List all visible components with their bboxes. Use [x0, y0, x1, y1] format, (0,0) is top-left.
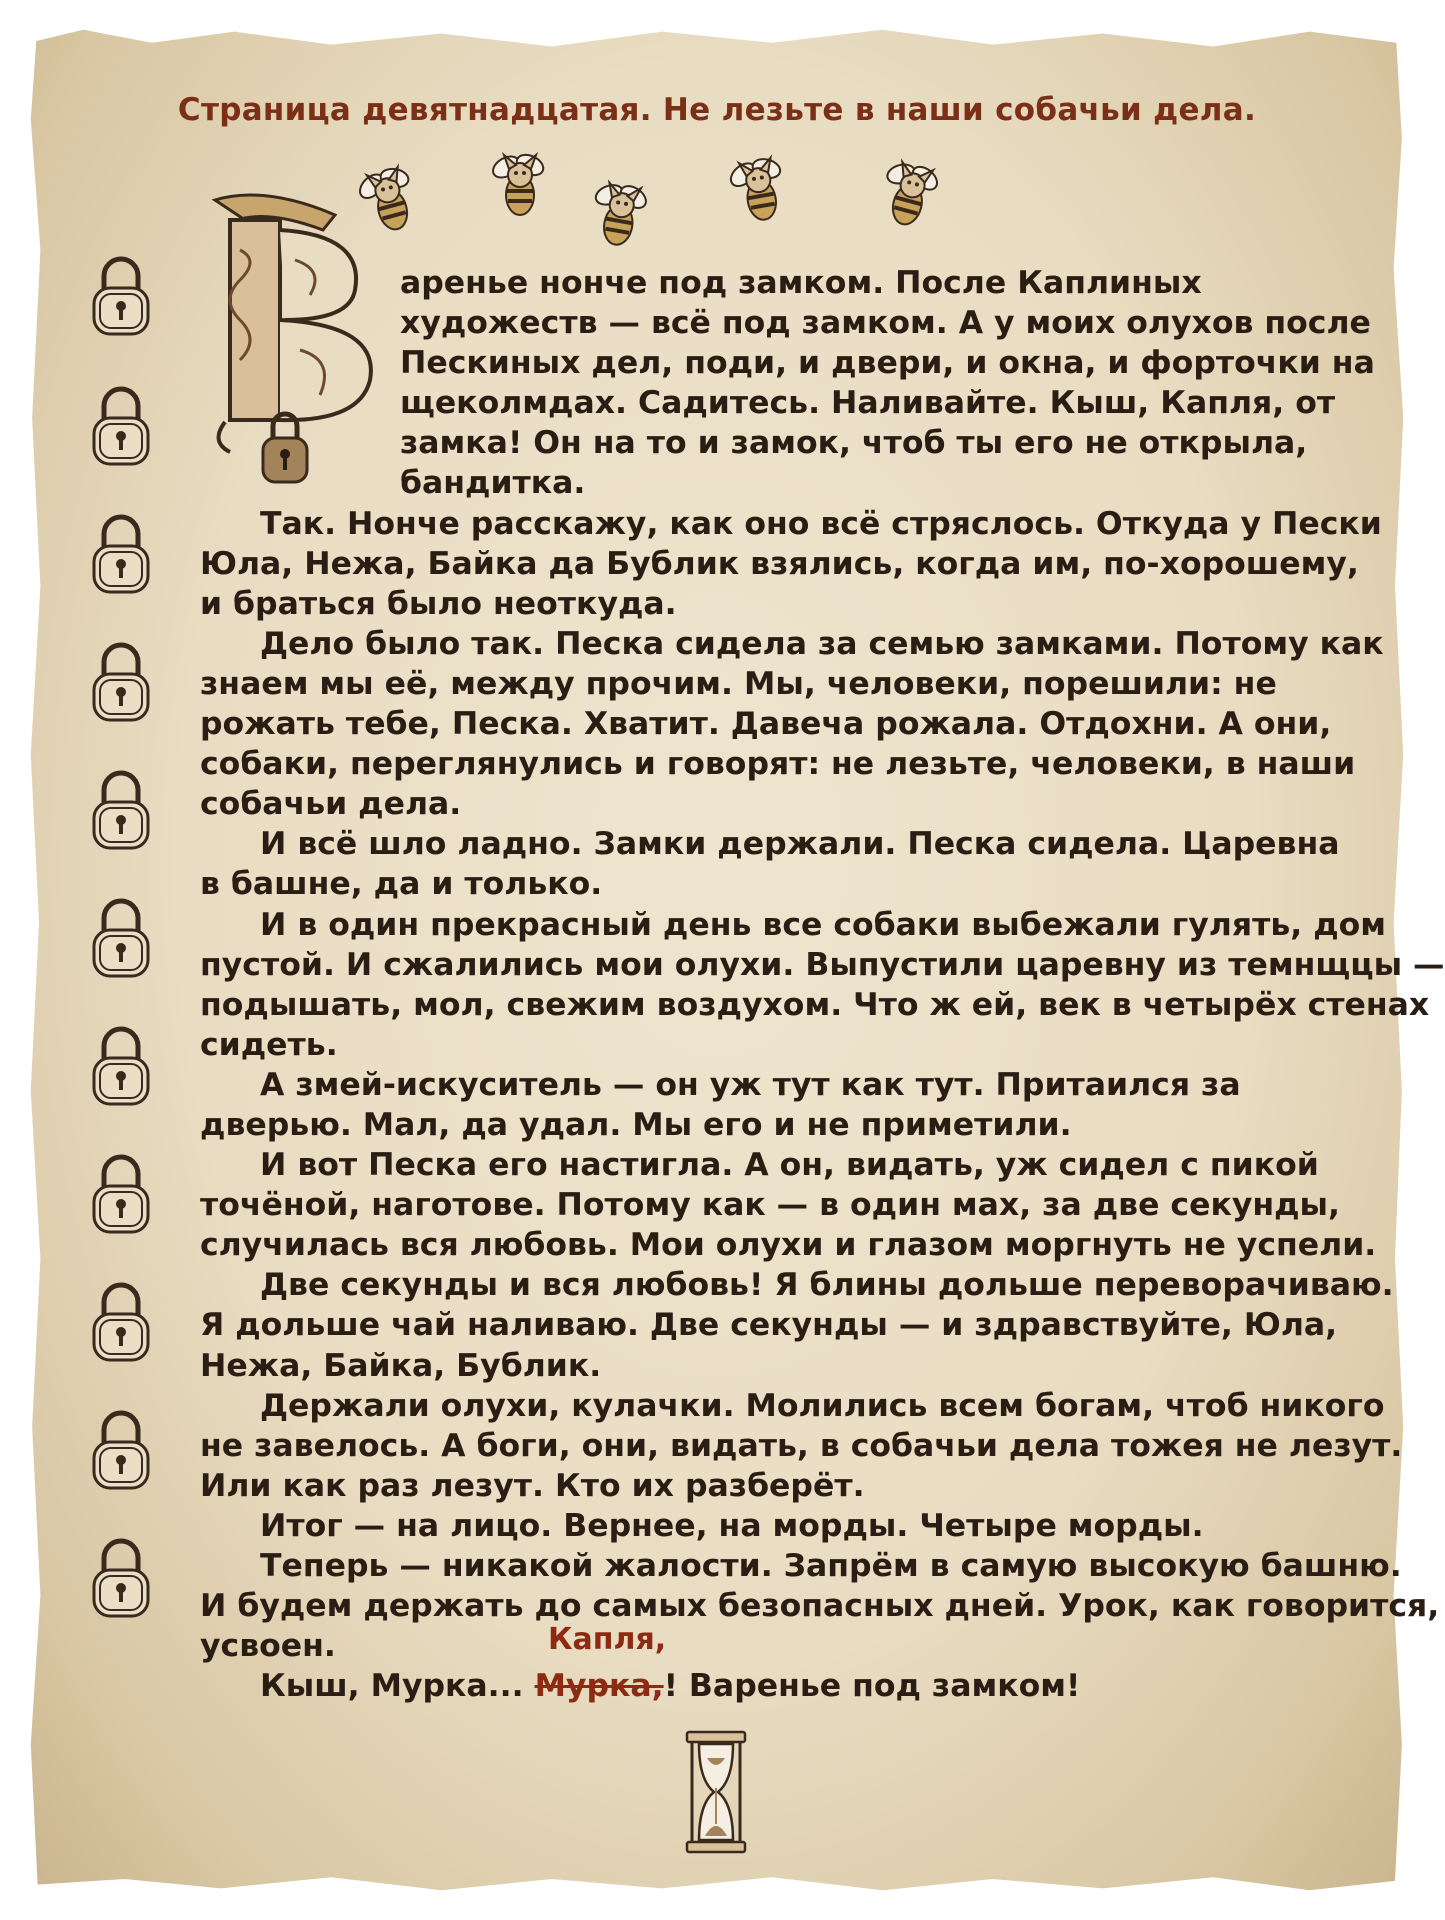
text-line: собачьи дела. [200, 786, 462, 823]
text-line: И в один прекрасный день все собаки выбежали гулять, дом [260, 906, 1387, 943]
padlock-icon [86, 1276, 156, 1366]
text-line: художеств — всё под замком. А у моих олухов после [400, 305, 1371, 342]
bee-icon-4 [724, 152, 791, 225]
padlock-icon [86, 892, 156, 982]
paragraph-3 [200, 624, 1384, 824]
story-text [200, 263, 1445, 1706]
bee-icon-2 [489, 151, 546, 215]
padlock-icon [86, 1148, 156, 1238]
paragraph-7 [200, 1145, 1377, 1265]
paragraph-2 [200, 504, 1382, 624]
text-line: Держали олухи, кулачки. Молились всем богам, чтоб никого [260, 1387, 1385, 1424]
text-line: И всё шло ладно. Замки держали. Песка сидела. Царевна [260, 826, 1340, 863]
text-line: Пескиных дел, поди, и двери, и окна, и форточки на [400, 345, 1375, 382]
page-title: Страница девятнадцатая. Не лезьте в наши собачьи дела. [177, 92, 1257, 128]
padlock-icon [86, 636, 156, 726]
hourglass-icon [683, 1728, 749, 1856]
text-line: рожать тебе, Песка. Хватит. Давеча рожала. Отдохни. А они, [200, 706, 1332, 743]
paragraph-1 [200, 263, 1375, 504]
padlock-icon [86, 1532, 156, 1622]
text-line: замка! Он на то и замок, чтоб ты его не открыла, [400, 425, 1308, 462]
text-line: бандитка. [400, 465, 586, 502]
paragraph-6 [200, 1065, 1320, 1145]
text-line: в башне, да и только. [200, 866, 603, 903]
text-line: сидеть. [200, 1026, 338, 1063]
paragraph-10 [200, 1506, 1320, 1546]
text-line: Две секунды и вся любовь! Я блины дольше переворачиваю. [260, 1267, 1394, 1304]
text-line: усвоен. [200, 1628, 336, 1665]
closing-line [200, 1666, 1320, 1706]
text-line: знаем мы её, между прочим. Мы, человеки, порешили: не [200, 665, 1277, 702]
handwritten-correction: Капля, [548, 1622, 667, 1657]
text-line: и браться было неоткуда. [200, 585, 677, 622]
text-line: дверью. Мал, да удал. Мы его и не приметили. [200, 1106, 1072, 1143]
paragraph-9 [200, 1386, 1403, 1506]
text-line: Дело было так. Песка сидела за семью замками. Потому как [260, 625, 1384, 662]
paragraph-11 [200, 1546, 1440, 1666]
closing-end: ! Варенье под замком! [663, 1668, 1081, 1705]
text-line: щеколмдах. Садитесь. Наливайте. Кыш, Капля, от [400, 385, 1336, 422]
text-line: точёной, наготове. Потому как — в один мах, за две секунды, [200, 1187, 1341, 1224]
padlock-icon [86, 1020, 156, 1110]
padlock-icon [86, 1404, 156, 1494]
text-line: не завелось. А боги, они, видать, в собачьи дела тожея не лезут. [200, 1427, 1403, 1464]
padlock-icon [86, 380, 156, 470]
text-line: аренье нонче под замком. После Каплиных [400, 265, 1202, 301]
text-line: А змей-искуситель — он уж тут как тут. Притаился за [260, 1066, 1241, 1103]
text-line: Или как раз лезут. Кто их разберёт. [200, 1467, 865, 1504]
text-line: собаки, переглянулись и говорят: не лезьте, человеки, в наши [200, 746, 1356, 783]
text-line: И будем держать до самых безопасных дней. Урок, как говорится, [200, 1588, 1440, 1625]
text-line: подышать, мол, свежим воздухом. Что ж ей, век в четырёх стенах [200, 986, 1430, 1023]
text-line: Юла, Нежа, Байка да Бублик взялись, когда им, по-хорошему, [200, 545, 1359, 582]
struck-word: Мурка, [534, 1668, 664, 1705]
text-line: Так. Нонче расскажу, как оно всё стряслось. Откуда у Пески [260, 505, 1382, 542]
padlock-icon [86, 508, 156, 598]
paragraph-5 [200, 905, 1445, 1065]
padlock-icon [86, 764, 156, 854]
closing-start: Кыш, Мурка... [260, 1668, 535, 1705]
text-line: Итог — на лицо. Вернее, на морды. Четыре морды. [260, 1507, 1204, 1544]
text-line: Я дольше чай наливаю. Две секунды — и здравствуйте, Юла, [200, 1307, 1338, 1344]
paragraph-8 [200, 1265, 1394, 1385]
bee-row-icon [360, 140, 1180, 250]
text-line: случилась вся любовь. Мои олухи и глазом моргнуть не успели. [200, 1227, 1377, 1264]
paragraph-4 [200, 824, 1340, 904]
padlock-icon [86, 250, 156, 340]
bee-icon-5 [873, 154, 945, 231]
text-line: Теперь — никакой жалости. Запрём в самую высокую башню. [260, 1548, 1402, 1584]
text-line: И вот Песка его настигла. А он, видать, уж сидел с пикой [260, 1147, 1319, 1184]
text-line: пустой. И сжалились мои олухи. Выпустили царевну из темнщцы — [200, 946, 1445, 983]
text-line: Нежа, Байка, Бублик. [200, 1347, 602, 1384]
bee-icon-3 [585, 176, 652, 249]
